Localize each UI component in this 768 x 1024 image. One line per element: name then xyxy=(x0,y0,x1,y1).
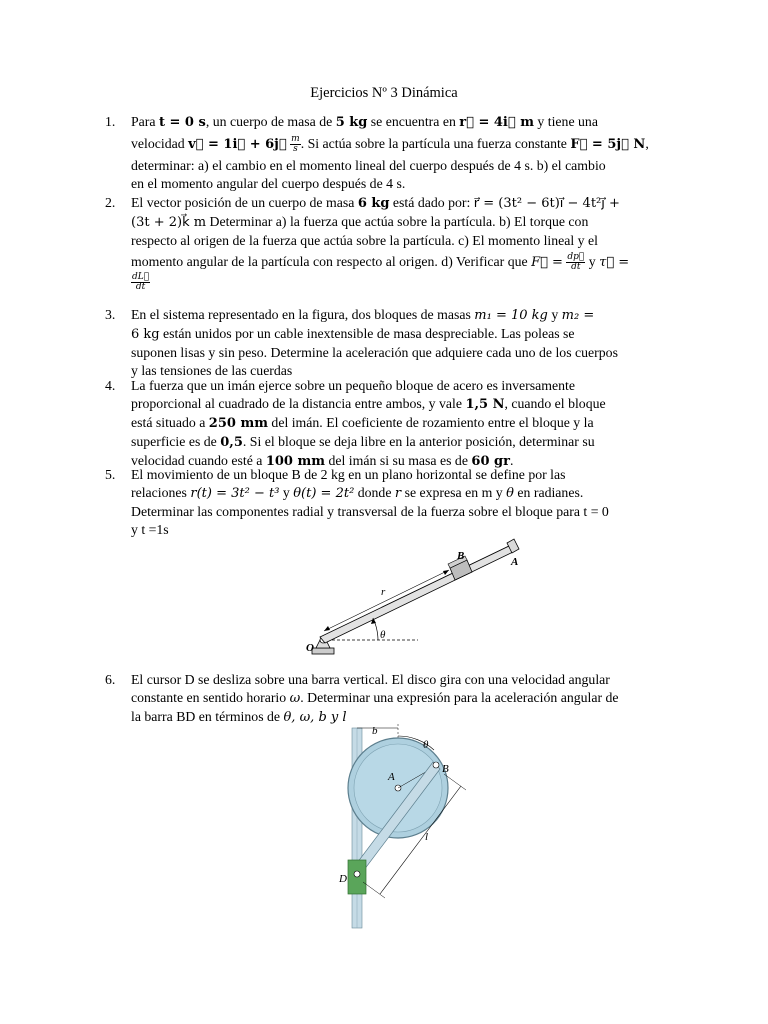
frac-den: s xyxy=(293,144,298,155)
math: 100 mm xyxy=(265,454,326,469)
text: El vector posición de un cuerpo de masa xyxy=(131,195,358,210)
frac-num: m xyxy=(291,134,300,145)
frac-den: dt xyxy=(135,281,146,292)
text: Determinar a) la fuerza que actúa sobre la partícula. b) El torque con xyxy=(206,214,589,229)
dimension-r xyxy=(324,570,449,631)
exercise-3 xyxy=(105,306,671,380)
exercise-line xyxy=(131,213,671,232)
text: En el sistema representado en la figura, dos bloques de masas xyxy=(131,307,475,322)
exercise-line: determinar: a) el cambio en el momento lineal del cuerpo después de 4 s. b) el cambio xyxy=(131,158,606,174)
math: 6 kg xyxy=(131,327,160,342)
exercise-number: 6. xyxy=(105,672,116,687)
math: r⃗ = 4i⃗ m xyxy=(459,115,534,130)
math: θ xyxy=(506,486,514,501)
text: del imán si su masa es de xyxy=(325,453,472,468)
text: constante en sentido horario xyxy=(131,690,290,705)
math: F⃗ = xyxy=(531,255,563,270)
exercise-line: Determinar las componentes radial y transversal de la fuerza sobre el bloque para t = 0 xyxy=(131,504,609,519)
math: 1,5 N xyxy=(465,397,505,412)
exercise-line xyxy=(131,113,671,132)
exercise-number: 2. xyxy=(105,195,116,210)
exercise-line xyxy=(131,306,671,325)
text: en radianes. xyxy=(513,485,584,500)
unit-fraction xyxy=(290,135,301,154)
text: velocidad xyxy=(131,136,189,151)
math: 60 gr xyxy=(471,454,510,469)
text: del imán. El coeficiente de rozamiento entre el bloque y la xyxy=(267,415,594,430)
text: . Si actúa sobre la partícula una fuerza constante xyxy=(300,136,571,151)
pin-b xyxy=(433,762,439,768)
exercise-line: La fuerza que un imán ejerce sobre un pequeño bloque de acero es inversamente xyxy=(131,378,575,393)
text: momento angular de la partícula con respecto al origen. d) Verificar que xyxy=(131,254,532,269)
exercise-line xyxy=(131,253,671,272)
derivative-fraction xyxy=(566,253,585,272)
figure-rotating-rod xyxy=(300,538,530,668)
text: están unidos por un cable inextensible de masa despreciable. Las poleas se xyxy=(159,326,575,341)
frac-num: dL⃗ xyxy=(132,271,150,282)
label-a: A xyxy=(388,771,395,783)
exercise-number: 1. xyxy=(105,114,116,129)
exercise-number: 4. xyxy=(105,378,116,393)
exercise-line xyxy=(131,689,671,708)
exercise-number: 3. xyxy=(105,307,116,322)
exercise-line xyxy=(131,194,671,213)
exercise-4 xyxy=(105,377,671,471)
exercise-line xyxy=(131,433,671,452)
frac-num: dp⃗ xyxy=(567,252,585,263)
math: (3t + 2)k⃗ m xyxy=(131,215,207,230)
math: F⃗ = 5j⃗ N xyxy=(570,137,646,152)
arrow-head xyxy=(443,570,449,575)
label-d: D xyxy=(339,873,347,885)
math: 5 kg xyxy=(335,115,368,130)
exercise-line xyxy=(131,484,671,503)
label-l: l xyxy=(425,831,429,843)
text: se expresa en m y xyxy=(401,485,507,500)
label-a: A xyxy=(511,556,519,568)
support-base xyxy=(312,648,334,654)
exercise-line: y las tensiones de las cuerdas xyxy=(131,363,293,378)
exercise-line xyxy=(131,272,671,291)
exercise-line xyxy=(131,414,671,433)
text: proporcional al cuadrado de la distancia entre ambos, y vale xyxy=(131,396,466,411)
math: v⃗ = 1i⃗ + 6j⃗ xyxy=(188,137,287,152)
text: , cuando el bloque xyxy=(504,396,606,411)
math: r xyxy=(394,486,402,501)
rod xyxy=(320,546,513,643)
pin-d xyxy=(354,871,360,877)
label-theta: θ xyxy=(380,629,386,641)
math: r⃗ = (3t² − 6t)i⃗ − 4t²j⃗ + xyxy=(473,196,620,211)
math: 250 mm xyxy=(208,416,268,431)
exercise-line: El cursor D se desliza sobre una barra vertical. El disco gira con una velocidad angular xyxy=(131,672,610,687)
math: t = 0 s xyxy=(158,115,206,130)
derivative-fraction xyxy=(131,273,150,292)
text: se encuentra en xyxy=(367,114,460,129)
exercise-line xyxy=(131,395,671,414)
exercise-line: y t =1s xyxy=(131,522,169,537)
text: . xyxy=(509,453,514,468)
text: está situado a xyxy=(131,415,209,430)
label-b-point: B xyxy=(442,763,449,775)
text: , un cuerpo de masa de xyxy=(205,114,336,129)
exercise-line xyxy=(131,325,671,344)
math: 0,5 xyxy=(220,435,243,450)
math: θ, ω, b y l xyxy=(283,710,347,725)
label-theta: θ xyxy=(423,739,429,751)
frac-den: dt xyxy=(571,262,581,273)
text: donde xyxy=(354,485,395,500)
exercise-line: en el momento angular del cuerpo después de 4 s. xyxy=(131,176,406,192)
exercise-line: velocidad v⃗ = 1i⃗ + 6j⃗ $\frac{m}{s}$ . Si actúa sobre la partícula una fuerza constante F⃗ = 5j⃗ N, xyxy=(131,134,649,155)
text: velocidad cuando esté a xyxy=(131,453,266,468)
text: y tiene una xyxy=(533,114,598,129)
exercise-5 xyxy=(105,466,671,539)
figure-disk-slider xyxy=(330,722,480,934)
math: ω xyxy=(289,691,301,706)
text: y xyxy=(585,254,600,269)
page-title: Ejercicios Nº 3 Dinámica xyxy=(310,85,458,101)
exercise-1 xyxy=(105,113,671,193)
text: Para xyxy=(131,114,159,129)
label-o: O xyxy=(306,642,314,654)
exercise-line: El movimiento de un bloque B de 2 kg en un plano horizontal se define por las xyxy=(131,467,566,482)
arrow-head xyxy=(324,626,330,631)
exercise-number: 5. xyxy=(105,467,116,482)
math: m₁ = 10 kg xyxy=(474,308,548,323)
exercise-2 xyxy=(105,194,671,292)
text: y xyxy=(279,485,294,500)
text: la barra BD en términos de xyxy=(131,709,284,724)
exercise-line: respecto al origen de la fuerza que actúa sobre la partícula. c) El momento lineal y el xyxy=(131,233,598,248)
label-r: r xyxy=(381,586,386,598)
text: . Si el bloque se deja libre en la anterior posición, determinar su xyxy=(242,434,595,449)
text: está dado por: xyxy=(389,195,474,210)
text: superficie es de xyxy=(131,434,221,449)
text: y xyxy=(547,307,562,322)
exercise-line: suponen lisas y sin peso. Determine la aceleración que adquiere cada uno de los cuerpos xyxy=(131,345,618,360)
label-b: b xyxy=(372,725,378,737)
math: 6 kg xyxy=(357,196,390,211)
math: r(t) = 3t² − t³ xyxy=(190,486,280,501)
text: . Determinar una expresión para la aceleración angular de xyxy=(300,690,619,705)
label-b: B xyxy=(457,550,465,562)
exercise-6 xyxy=(105,671,671,727)
math: θ(t) = 2t² xyxy=(293,486,355,501)
text: relaciones xyxy=(131,485,191,500)
math: τ⃗ = xyxy=(599,255,630,270)
math: m₂ = xyxy=(561,308,595,323)
